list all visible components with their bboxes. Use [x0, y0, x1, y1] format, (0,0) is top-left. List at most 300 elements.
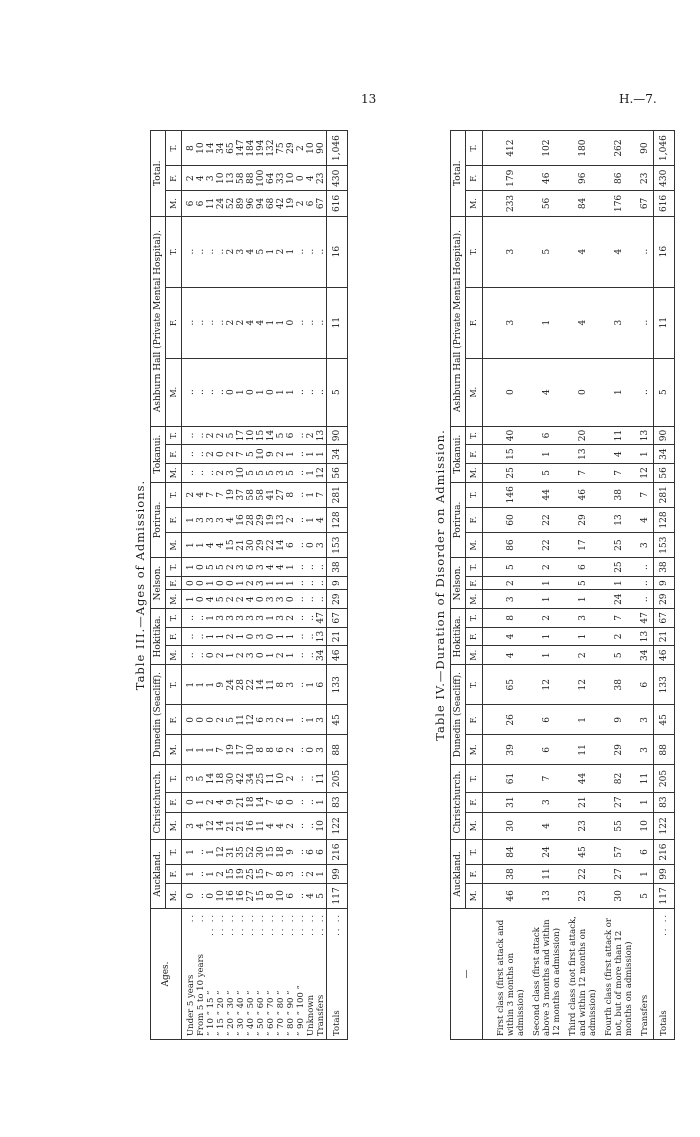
value-cell: 3: [246, 646, 256, 665]
row-label-text: From 5 to 10 years: [196, 953, 206, 1036]
value-cell: 3: [637, 705, 654, 735]
row-label: [236, 909, 246, 1040]
value-cell: 5: [256, 216, 266, 287]
value-cell: 61: [493, 765, 529, 792]
value-cell: 2: [296, 191, 306, 216]
value-cell: ..: [296, 646, 306, 665]
sex-subheader: T.: [466, 216, 483, 287]
value-cell: 10: [316, 812, 327, 839]
spacer-cell: [483, 216, 494, 287]
value-cell: 1: [236, 627, 246, 646]
value-cell: 0: [186, 883, 196, 908]
value-cell: 1: [529, 646, 565, 665]
value-cell: 82: [601, 765, 637, 792]
value-cell: 19: [266, 507, 276, 532]
value-cell: 3: [266, 705, 276, 735]
value-cell: 44: [565, 765, 601, 792]
value-cell: 2: [276, 705, 286, 735]
value-cell: 6: [529, 426, 565, 445]
value-cell: 2: [306, 865, 316, 884]
value-cell: 29: [256, 533, 266, 558]
value-cell: 47: [637, 609, 654, 628]
value-cell: 23: [637, 166, 654, 191]
value-cell: 35: [236, 839, 246, 864]
sex-subheader: M.: [466, 191, 483, 216]
value-cell: 34: [637, 646, 654, 665]
table-row: [186, 131, 196, 1040]
value-cell: ..: [316, 287, 327, 358]
row-label: [565, 909, 601, 1040]
value-cell: 1: [529, 590, 565, 609]
leader-dots: .. ..: [226, 913, 235, 936]
sex-subheader: F.: [466, 705, 483, 735]
value-cell: 5: [565, 576, 601, 589]
value-cell: 0: [226, 576, 236, 589]
sex-subheader: M.: [166, 646, 182, 665]
value-cell: 1: [286, 358, 296, 426]
value-cell: ..: [296, 812, 306, 839]
value-cell: ..: [186, 445, 196, 464]
value-cell: 29: [565, 507, 601, 532]
value-cell: 2: [493, 576, 529, 589]
value-cell: 146: [493, 482, 529, 507]
value-cell: ..: [296, 507, 306, 532]
institution-header: Nelson.: [451, 558, 466, 609]
value-cell: 5: [246, 464, 256, 483]
row-label-text: Totals: [659, 1010, 669, 1036]
value-cell: 10: [246, 735, 256, 765]
value-cell: ..: [316, 590, 327, 609]
value-cell: 7: [529, 765, 565, 792]
value-cell: ..: [186, 646, 196, 665]
row-label: [296, 909, 306, 1040]
institution-header: Auckland.: [451, 839, 466, 908]
institution-header: Ashburn Hall (Private Mental Hospital).: [451, 216, 466, 426]
value-cell: 5: [529, 464, 565, 483]
row-label-text: Totals: [332, 1010, 342, 1036]
value-cell: 10: [196, 131, 206, 166]
value-cell: 46: [493, 883, 529, 908]
sex-subheader: F.: [166, 445, 182, 464]
value-cell: 8: [266, 735, 276, 765]
value-cell: 1: [306, 507, 316, 532]
leader-dots: .. ..: [306, 913, 315, 936]
value-cell: 0: [226, 358, 236, 426]
leader-dots: ..: [196, 913, 205, 923]
value-cell: 24: [216, 191, 226, 216]
value-cell: 5: [529, 216, 565, 287]
institution-header: Hokitika.: [151, 609, 166, 665]
spacer-cell: [483, 646, 494, 665]
value-cell: 60: [493, 507, 529, 532]
value-cell: 1: [286, 627, 296, 646]
value-cell: 2: [286, 735, 296, 765]
value-cell: 7: [206, 482, 216, 507]
spacer-cell: [483, 909, 494, 1040]
spacer-cell: [483, 735, 494, 765]
value-cell: 99: [654, 865, 675, 884]
value-cell: 2: [529, 558, 565, 577]
value-cell: 5: [206, 558, 216, 577]
value-cell: 52: [226, 191, 236, 216]
value-cell: 14: [256, 665, 266, 705]
value-cell: 44: [529, 482, 565, 507]
spacer-cell: [483, 576, 494, 589]
page-number: 13: [361, 92, 377, 106]
sex-subheader: T.: [166, 426, 182, 445]
value-cell: 4: [196, 482, 206, 507]
value-cell: 13: [601, 507, 637, 532]
value-cell: 0: [306, 533, 316, 558]
value-cell: 27: [276, 482, 286, 507]
value-cell: 6: [316, 839, 327, 864]
value-cell: 90: [316, 131, 327, 166]
value-cell: ..: [637, 576, 654, 589]
value-cell: 117: [327, 883, 348, 908]
totals-row: [327, 131, 348, 1040]
value-cell: ..: [296, 216, 306, 287]
value-cell: 2: [216, 646, 226, 665]
sex-subheader: F.: [166, 287, 182, 358]
value-cell: 216: [654, 839, 675, 864]
value-cell: 0: [206, 883, 216, 908]
value-cell: 23: [565, 883, 601, 908]
value-cell: 11: [256, 812, 266, 839]
value-cell: 3: [186, 812, 196, 839]
value-cell: 12: [529, 665, 565, 705]
value-cell: ..: [637, 590, 654, 609]
value-cell: 33: [276, 166, 286, 191]
value-cell: 2: [226, 287, 236, 358]
value-cell: 15: [493, 445, 529, 464]
spacer-cell: [483, 609, 494, 628]
value-cell: 2: [206, 426, 216, 445]
sex-subheader: T.: [166, 482, 182, 507]
value-cell: 89: [236, 191, 246, 216]
value-cell: 1: [186, 735, 196, 765]
value-cell: 1: [196, 533, 206, 558]
row-label-text: Transfers: [316, 994, 326, 1036]
value-cell: 12: [565, 665, 601, 705]
value-cell: 2: [286, 609, 296, 628]
value-cell: 25: [246, 865, 256, 884]
value-cell: 45: [654, 705, 675, 735]
value-cell: 1: [266, 609, 276, 628]
value-cell: 0: [216, 445, 226, 464]
value-cell: 1: [226, 646, 236, 665]
value-cell: 0: [493, 358, 529, 426]
table-row: [266, 131, 276, 1040]
duration-of-disorder-table: [450, 130, 675, 1040]
value-cell: 19: [286, 191, 296, 216]
value-cell: 3: [316, 533, 327, 558]
value-cell: 616: [327, 191, 348, 216]
value-cell: 8: [286, 482, 296, 507]
value-cell: 17: [236, 426, 246, 445]
value-cell: 56: [654, 464, 675, 483]
value-cell: ..: [216, 358, 226, 426]
value-cell: ..: [196, 287, 206, 358]
value-cell: 1: [186, 665, 196, 705]
value-cell: 2: [226, 216, 236, 287]
row-label: [286, 909, 296, 1040]
value-cell: 6: [286, 883, 296, 908]
value-cell: 90: [654, 426, 675, 445]
value-cell: 3: [236, 609, 246, 628]
value-cell: 3: [286, 865, 296, 884]
value-cell: 205: [654, 765, 675, 792]
value-cell: 4: [529, 358, 565, 426]
value-cell: ..: [296, 482, 306, 507]
value-cell: 14: [206, 765, 216, 792]
leader-dots: .. ..: [296, 913, 305, 936]
value-cell: 11: [529, 865, 565, 884]
value-cell: 90: [637, 131, 654, 166]
value-cell: 46: [529, 166, 565, 191]
table-iv-block: [430, 130, 675, 1040]
value-cell: 0: [286, 792, 296, 812]
table-row: [206, 131, 216, 1040]
value-cell: 11: [654, 287, 675, 358]
value-cell: 3: [216, 609, 226, 628]
value-cell: 21: [236, 812, 246, 839]
value-cell: 8: [276, 865, 286, 884]
value-cell: ..: [296, 609, 306, 628]
row-label-text: ” 50 ” 60 ”: [256, 990, 266, 1036]
spacer-cell: [483, 131, 494, 166]
value-cell: 88: [246, 166, 256, 191]
value-cell: 100: [256, 166, 266, 191]
value-cell: 0: [286, 287, 296, 358]
value-cell: 0: [246, 358, 256, 426]
sex-subheader: M.: [466, 883, 483, 908]
value-cell: 1: [276, 287, 286, 358]
sex-subheader: T.: [166, 216, 182, 287]
value-cell: 281: [654, 482, 675, 507]
institution-header: Dunedin (Seacliff).: [451, 665, 466, 765]
value-cell: 1: [601, 358, 637, 426]
value-cell: 68: [266, 191, 276, 216]
value-cell: 2: [236, 590, 246, 609]
value-cell: 4: [493, 627, 529, 646]
value-cell: 11: [266, 765, 276, 792]
value-cell: 7: [601, 609, 637, 628]
value-cell: 4: [276, 558, 286, 577]
class-column-header: —: [451, 909, 483, 1040]
value-cell: 1: [286, 705, 296, 735]
value-cell: 3: [493, 216, 529, 287]
sex-subheader: F.: [166, 865, 182, 884]
value-cell: 4: [306, 166, 316, 191]
value-cell: 6: [637, 665, 654, 705]
value-cell: 0: [286, 590, 296, 609]
value-cell: 25: [601, 558, 637, 577]
value-cell: 0: [186, 705, 196, 735]
value-cell: 7: [216, 482, 226, 507]
value-cell: ..: [296, 558, 306, 577]
value-cell: 30: [256, 839, 266, 864]
value-cell: ..: [637, 287, 654, 358]
row-label-text: ” 90 ” 100 ”: [296, 985, 306, 1036]
value-cell: 180: [565, 131, 601, 166]
value-cell: 58: [246, 482, 256, 507]
value-cell: 46: [654, 646, 675, 665]
institution-header: Ashburn Hall (Private Mental Hospital).: [151, 216, 166, 426]
value-cell: 233: [493, 191, 529, 216]
value-cell: 5: [493, 558, 529, 577]
value-cell: ..: [296, 358, 306, 426]
totals-row: [654, 131, 675, 1040]
value-cell: 1: [216, 627, 226, 646]
value-cell: 117: [654, 883, 675, 908]
row-label: [601, 909, 637, 1040]
table-row: [226, 131, 236, 1040]
value-cell: ..: [637, 216, 654, 287]
value-cell: ..: [296, 839, 306, 864]
spacer-cell: [483, 590, 494, 609]
institution-header: Porirua.: [151, 482, 166, 558]
value-cell: 2: [276, 646, 286, 665]
sex-subheader: F.: [466, 287, 483, 358]
value-cell: 2: [306, 426, 316, 445]
value-cell: 64: [266, 166, 276, 191]
value-cell: 8: [186, 131, 196, 166]
spacer-cell: [483, 507, 494, 532]
value-cell: 1: [206, 609, 216, 628]
value-cell: 10: [286, 166, 296, 191]
value-cell: 13: [565, 445, 601, 464]
document-identifier: H.—7.: [619, 92, 657, 106]
row-label-text: Under 5 years: [186, 974, 196, 1036]
sex-subheader: T.: [466, 839, 483, 864]
row-label-text: ” 70 ” 80 ”: [276, 990, 286, 1036]
leader-dots: .. ..: [316, 913, 325, 936]
spacer-row: [483, 131, 494, 1040]
value-cell: 1: [601, 576, 637, 589]
value-cell: ..: [637, 358, 654, 426]
value-cell: 2: [286, 507, 296, 532]
value-cell: 19: [226, 735, 236, 765]
value-cell: 38: [654, 558, 675, 577]
value-cell: 46: [327, 646, 348, 665]
row-label: [186, 909, 196, 1040]
value-cell: 4: [316, 507, 327, 532]
value-cell: ..: [306, 590, 316, 609]
table-iv-subheader-row: [466, 131, 483, 1040]
value-cell: 6: [637, 839, 654, 864]
value-cell: 1: [236, 358, 246, 426]
value-cell: 6: [246, 558, 256, 577]
table-row: [256, 131, 266, 1040]
value-cell: ..: [196, 646, 206, 665]
value-cell: 21: [236, 533, 246, 558]
row-label-text: ” 60 ” 70 ”: [266, 990, 276, 1036]
value-cell: 15: [256, 865, 266, 884]
value-cell: 3: [226, 464, 236, 483]
value-cell: 22: [565, 865, 601, 884]
leader-dots: .. ..: [266, 913, 275, 936]
value-cell: 29: [327, 590, 348, 609]
value-cell: 0: [206, 705, 216, 735]
value-cell: 1: [206, 627, 216, 646]
value-cell: 2: [206, 445, 216, 464]
value-cell: 6: [316, 665, 327, 705]
row-label-text: ” 15 ” 20 ”: [216, 990, 226, 1036]
row-label: [196, 909, 206, 1040]
value-cell: ..: [196, 464, 206, 483]
leader-dots: .. ..: [276, 913, 285, 936]
value-cell: 30: [601, 883, 637, 908]
value-cell: 4: [637, 507, 654, 532]
value-cell: 1: [306, 482, 316, 507]
value-cell: 25: [493, 464, 529, 483]
sex-subheader: M.: [166, 812, 182, 839]
spacer-cell: [483, 445, 494, 464]
sex-subheader: T.: [466, 765, 483, 792]
value-cell: 96: [246, 191, 256, 216]
sex-subheader: F.: [466, 507, 483, 532]
value-cell: 26: [493, 705, 529, 735]
value-cell: 5: [327, 358, 348, 426]
value-cell: 22: [529, 533, 565, 558]
value-cell: 90: [327, 426, 348, 445]
value-cell: ..: [296, 705, 306, 735]
spacer-cell: [483, 533, 494, 558]
value-cell: 65: [493, 665, 529, 705]
value-cell: ..: [186, 426, 196, 445]
value-cell: ..: [196, 216, 206, 287]
value-cell: 17: [565, 533, 601, 558]
sex-subheader: F.: [166, 627, 182, 646]
value-cell: 29: [654, 590, 675, 609]
value-cell: 42: [276, 191, 286, 216]
value-cell: 0: [216, 576, 226, 589]
value-cell: 0: [246, 627, 256, 646]
sex-subheader: M.: [466, 812, 483, 839]
value-cell: 1: [286, 576, 296, 589]
value-cell: 10: [246, 426, 256, 445]
spacer-cell: [483, 191, 494, 216]
value-cell: 430: [327, 166, 348, 191]
value-cell: 1: [286, 558, 296, 577]
value-cell: 7: [266, 865, 276, 884]
value-cell: 22: [529, 507, 565, 532]
value-cell: 8: [266, 883, 276, 908]
value-cell: 147: [236, 131, 246, 166]
row-label: [256, 909, 266, 1040]
value-cell: 4: [565, 287, 601, 358]
value-cell: 3: [276, 590, 286, 609]
value-cell: 12: [206, 812, 216, 839]
value-cell: 132: [266, 131, 276, 166]
value-cell: 39: [493, 735, 529, 765]
spacer-cell: [483, 665, 494, 705]
spacer-cell: [483, 765, 494, 792]
row-label: [306, 909, 316, 1040]
value-cell: 5: [654, 358, 675, 426]
table-row: [286, 131, 296, 1040]
value-cell: 6: [276, 735, 286, 765]
spacer-cell: [483, 865, 494, 884]
value-cell: 5: [226, 705, 236, 735]
value-cell: ..: [296, 445, 306, 464]
value-cell: 1: [529, 576, 565, 589]
value-cell: 122: [654, 812, 675, 839]
value-cell: ..: [296, 426, 306, 445]
value-cell: 194: [256, 131, 266, 166]
spacer-cell: [483, 166, 494, 191]
value-cell: 128: [327, 507, 348, 532]
